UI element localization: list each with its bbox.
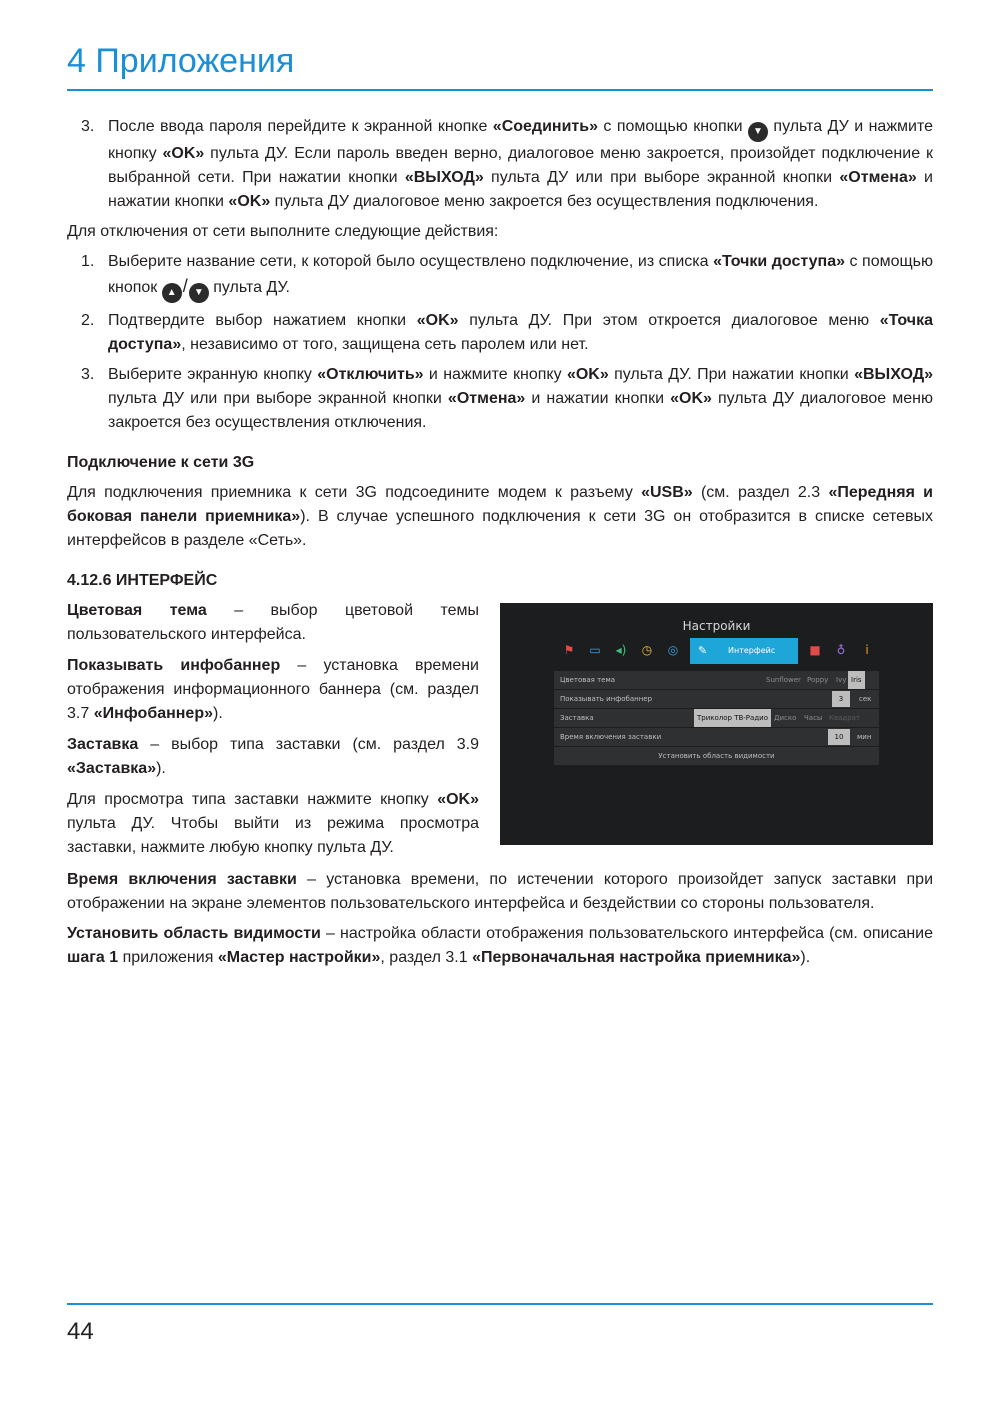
option-ivy[interactable]: Ivy [836,676,847,684]
paragraph-3g: Для подключения приемника к сети 3G подсоедините модем к разъему «USB» (см. раздел 2.3 «Передняя и боковая панели приемника»). В случае успешного подключения к сети 3G он отобразится в списке сетевых интерфейсов в разделе «Сеть». [67,484,934,549]
footer-rule [67,1303,933,1305]
info-icon[interactable]: i [865,643,869,657]
flag-icon[interactable]: ⚑ [563,643,575,657]
speaker-icon[interactable]: ◂) [615,643,627,657]
section-heading-interface: 4.12.6 ИНТЕРФЕЙС [67,572,218,589]
list-item: 2. Подтвердите выбор нажатием кнопки «OK» пульта ДУ. При этом откроется диалоговое меню «Точка доступа», независимо от того, защищена сеть паролем или нет. [81,312,933,353]
option-iris[interactable]: Iris [848,671,865,689]
tv-icon[interactable]: ▭ [589,643,601,657]
interface-text [67,599,479,867]
lock-icon[interactable]: ■ [809,643,821,657]
down-button-icon: ▼ [189,283,209,303]
row-color-theme[interactable]: Цветовая тема Sunflower Poppy Ivy Iris [554,671,879,689]
option-square[interactable]: Квадрат [829,714,861,722]
paragraph-screensaver-preview: Для просмотра типа заставки нажмите кнопку «OK» пульта ДУ. Чтобы выйти из режима просмотра заставки, нажмите любую кнопку пульта ДУ. [67,791,479,856]
settings-title: Настройки [682,619,751,633]
page-number: 44 [67,1318,94,1345]
bulb-icon[interactable]: ♁ [836,643,846,657]
paragraph-color-theme: Цветовая тема – выбор цветовой темы пользовательского интерфейса. [67,602,479,643]
header-rule [67,89,933,91]
option-poppy[interactable]: Poppy [807,676,829,684]
option-sunflower[interactable]: Sunflower [766,676,801,684]
option-tricolor-radio[interactable]: Триколор ТВ-Радио [694,709,771,727]
interface-section [67,599,933,867]
clock-icon[interactable]: ◷ [641,643,653,657]
option-disco[interactable]: Диско [774,714,797,722]
row-screensaver[interactable]: Заставка Триколор ТВ-Радио Диско Часы Квадрат [554,709,879,727]
settings-panel [554,671,879,767]
page-content [67,115,933,976]
row-screensaver-time[interactable]: Время включения заставки 10 мин [554,728,879,746]
settings-screenshot [500,603,933,845]
brush-icon: ✎ [698,644,708,657]
section-heading-3g: Подключение к сети 3G [67,454,255,471]
row-visibility[interactable]: Установить область видимости [554,747,879,765]
option-clock[interactable]: Часы [804,714,823,722]
paragraph-infobanner: Показывать инфобаннер – установка времени отображения информационного баннера (см. раздел 3.7 «Инфобаннер»). [67,657,479,722]
paragraph-screensaver-time: Время включения заставки – установка времени, по истечении которого произойдет запуск заставки при отображении на экране элементов пользовательского интерфейса и бездействии со стороны пользователя. [67,871,934,912]
list-item: 3. Выберите экранную кнопку «Отключить» и нажмите кнопку «OK» пульта ДУ. При нажатии кнопки «ВЫХОД» пульта ДУ или при выборе экранной кнопки «Отмена» и нажатии кнопки «OK» пульта ДУ диалоговое меню закроется без осуществления отключения. [81,366,934,431]
list-item: 3. После ввода пароля перейдите к экранной кнопке «Соединить» с помощью кнопки ▼ пульта ДУ и нажмите кнопку «OK» пульта ДУ. Если пароль введен верно, диалоговое меню закроется, произойдет подключение к выбранной сети. При нажатии кнопки «ВЫХОД» пульта ДУ или при выборе экранной кнопки «Отмена» и нажатии кнопки «OK» пульта ДУ диалоговое меню закроется без осуществления подключения. [81,118,934,210]
tab-interface[interactable]: ✎ Интерфейс [690,638,798,664]
chapter-title: 4 Приложения [67,42,295,80]
paragraph-screensaver: Заставка – выбор типа заставки (см. раздел 3.9 «Заставка»). [67,736,479,777]
paragraph-visibility: Установить область видимости – настройка области отображения пользовательского интерфейса (см. описание шага 1 приложения «Мастер настройки», раздел 3.1 «Первоначальная настройка приемника»). [67,925,934,966]
list-item: 1. Выберите название сети, к которой было осуществлено подключение, из списка «Точки доступа» с помощью кнопок ▲ / ▼ пульта ДУ. [67,250,933,303]
screensaver-time-value[interactable]: 10 [828,729,850,745]
infobanner-value[interactable]: 3 [832,691,850,707]
up-button-icon: ▲ [162,283,182,303]
down-button-icon: ▼ [748,122,768,142]
row-infobanner[interactable]: Показывать инфобаннер 3 сек [554,690,879,708]
disconnect-intro: Для отключения от сети выполните следующие действия: [67,223,499,240]
globe-icon[interactable]: ◎ [667,643,679,657]
